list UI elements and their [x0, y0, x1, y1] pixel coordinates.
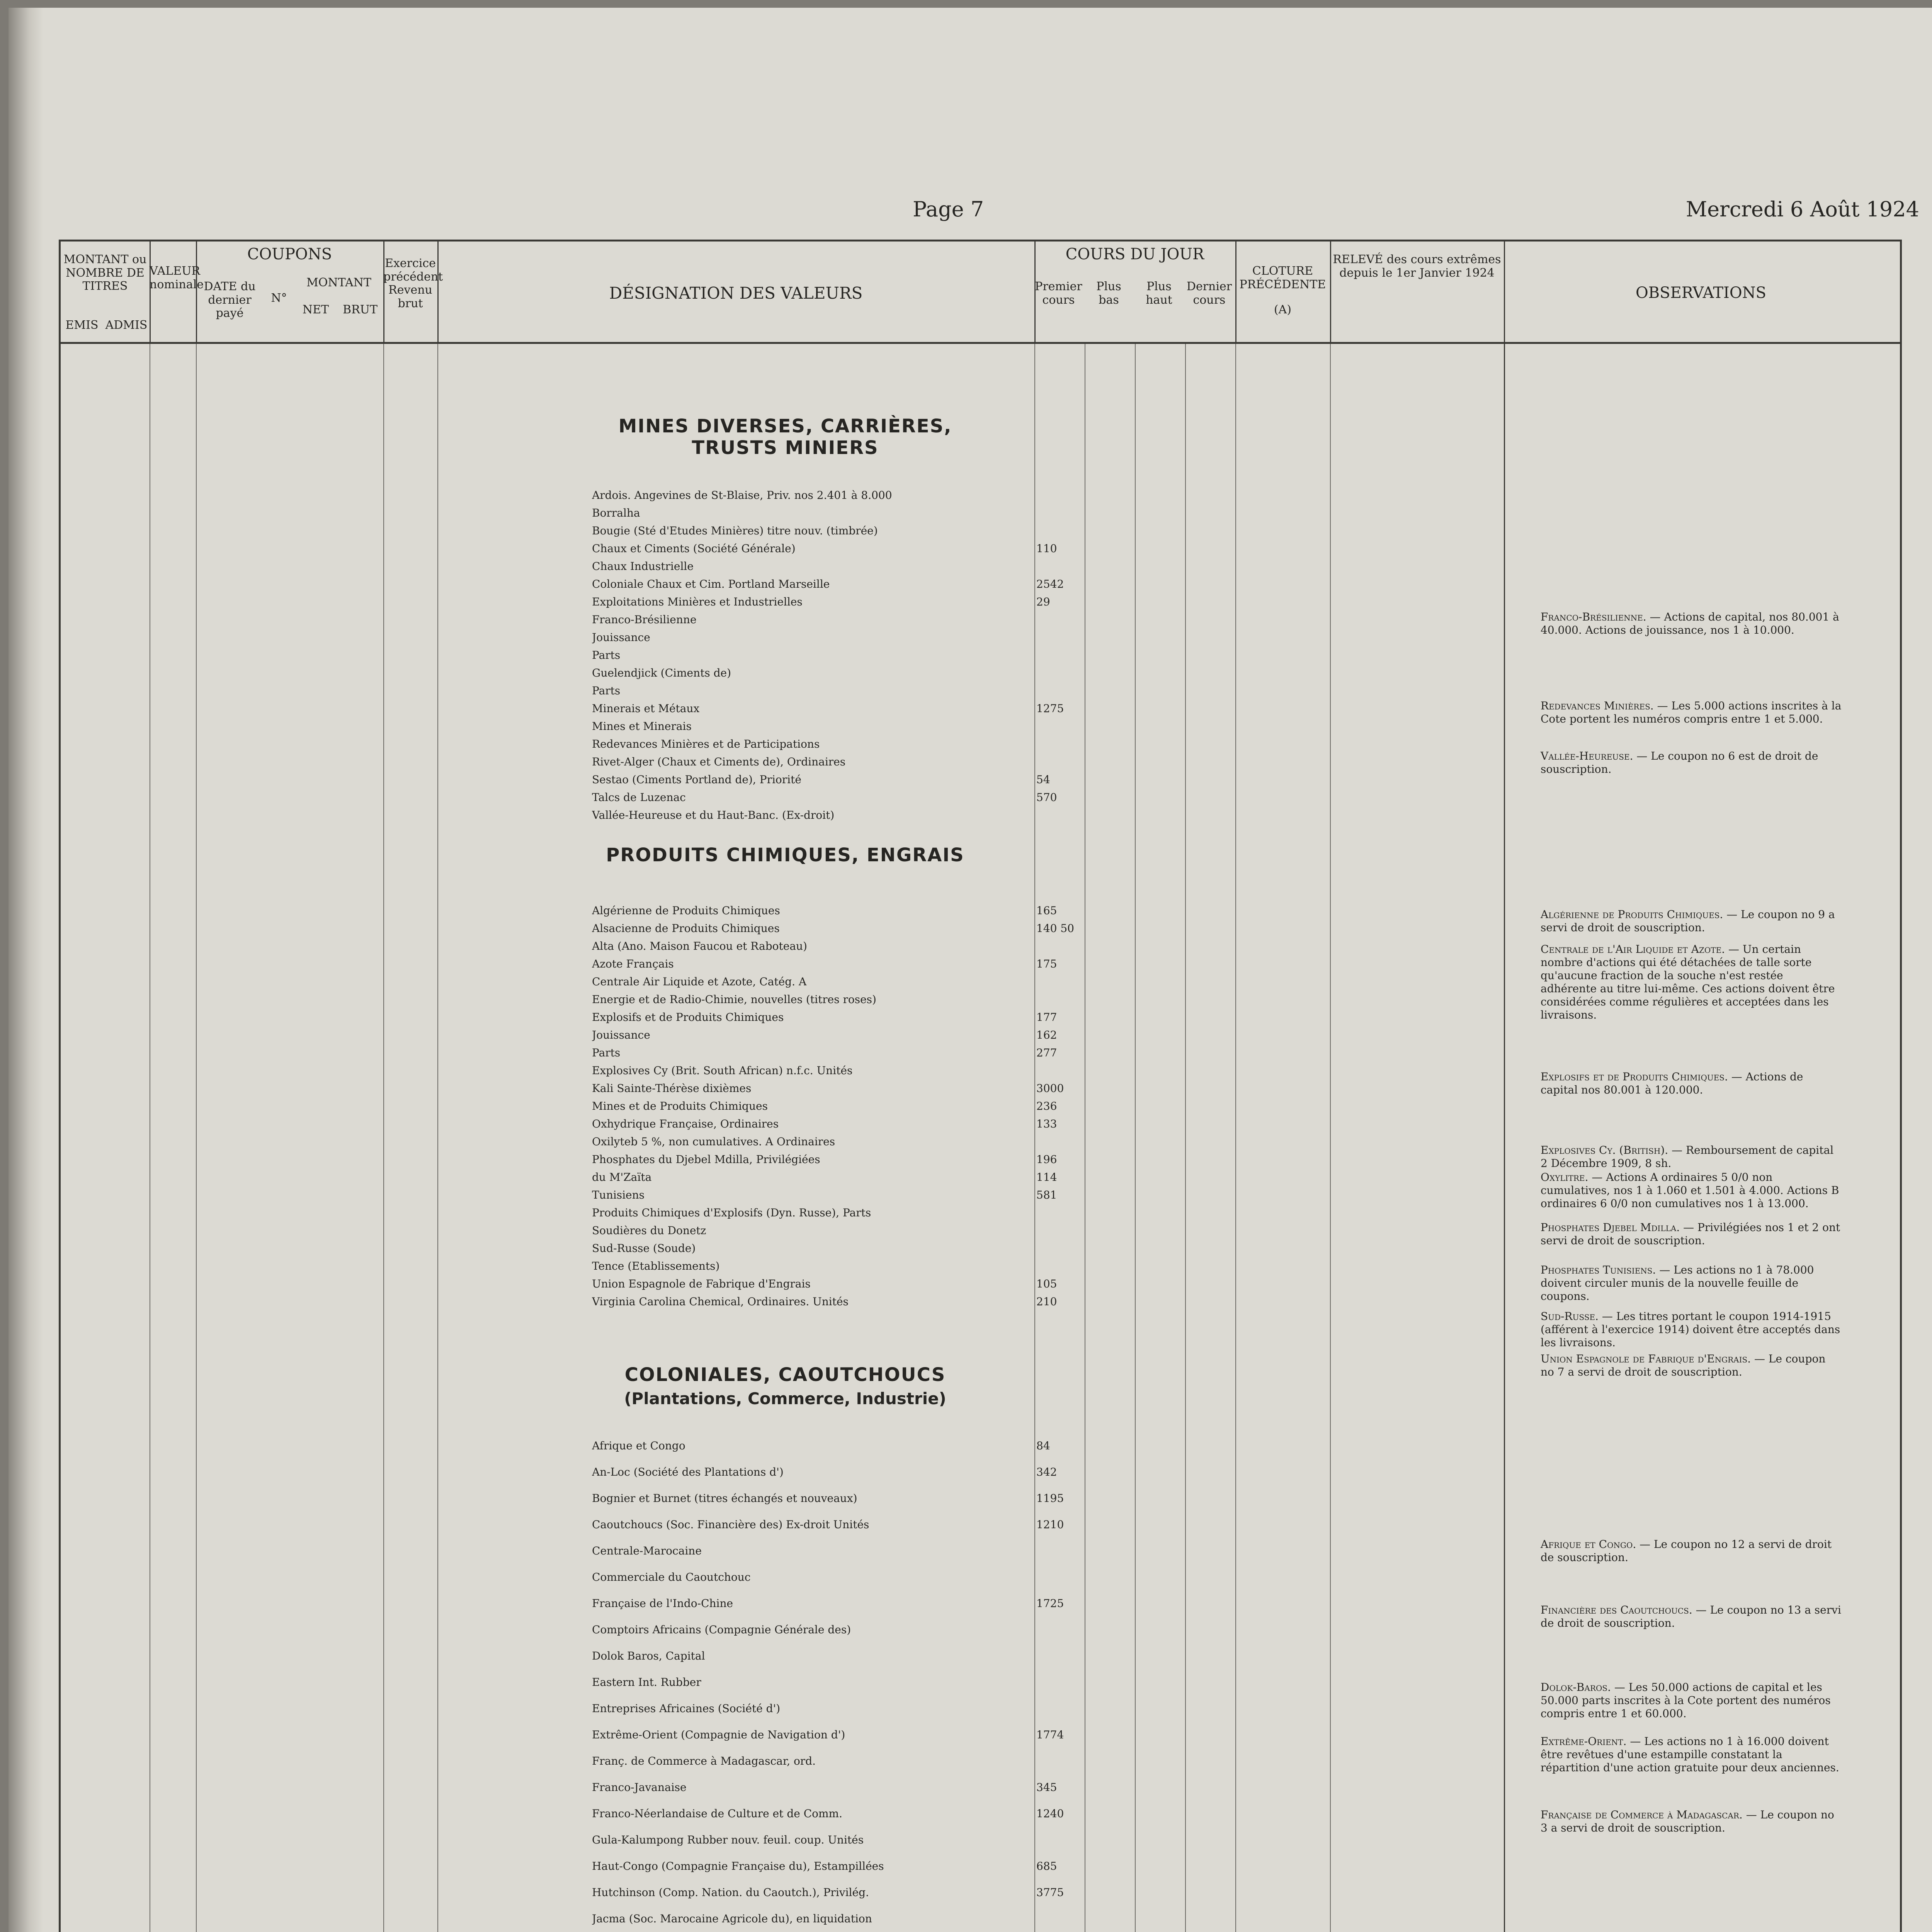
observation-text: — Le coupon no 3 a servi de droit de souscription.	[1541, 1808, 1834, 1834]
col-coupons: COUPONS DATE du dernier payé N° MONTANT NET BRUT	[196, 242, 384, 342]
observation-text: — Actions A ordinaires 5 0/0 non cumulatives, nos 1 à 1.060 et 1.501 à 4.000. Actions B ordinaires 6 0/0 non cumulatives nos 1 à 13.000.	[1541, 1171, 1839, 1210]
premier-cours-value: 1195	[1036, 1492, 1064, 1505]
security-name: Alta (Ano. Maison Faucou et Raboteau)	[592, 940, 807, 952]
premier-cours-value: 105	[1036, 1277, 1057, 1290]
issue-date: Mercredi 6 Août 1924	[1685, 197, 1919, 221]
listing-row	[9, 1466, 1932, 1478]
observation-text: — Le coupon no 12 a servi de droit de souscription.	[1541, 1538, 1832, 1564]
observation-title: Centrale de l'Air Liquide et Azote.	[1541, 943, 1729, 956]
observation-note	[1541, 1070, 1842, 1097]
premier-cours-value: 3775	[1036, 1886, 1064, 1899]
listing-row	[9, 1029, 1932, 1041]
security-name: Parts	[592, 1046, 621, 1059]
observation-text: — Les titres portant le coupon 1914-1915 (afférent à l'exercice 1914) doivent être acceptés dans les livraisons.	[1541, 1310, 1840, 1349]
listing-row	[9, 507, 1932, 519]
security-name: Ardois. Angevines de St-Blaise, Priv. nos 2.401 à 8.000	[592, 489, 892, 502]
security-name: Haut-Congo (Compagnie Française du), Estampillées	[592, 1860, 884, 1872]
premier-cours-value: 175	[1036, 957, 1057, 970]
listing-row	[9, 1439, 1932, 1452]
security-name: Franco-Javanaise	[592, 1781, 687, 1794]
observation-title: Explosifs et de Produits Chimiques.	[1541, 1070, 1731, 1083]
observation-note	[1541, 750, 1842, 776]
observation-title: Franco-Brésilienne.	[1541, 611, 1650, 623]
premier-cours-value: 570	[1036, 791, 1057, 804]
premier-cours-value: 1725	[1036, 1597, 1064, 1610]
security-name: Explosives Cy (Brit. South African) n.f.c. Unités	[592, 1064, 853, 1077]
security-name: Exploitations Minières et Industrielles	[592, 595, 803, 608]
section-title: MINES DIVERSES, CARRIÈRES, TRUSTS MINIERS	[618, 415, 952, 459]
section-subtitle: (Plantations, Commerce, Industrie)	[624, 1389, 946, 1408]
col-releve: RELEVÉ des cours extrêmes depuis le 1er Janvier 1924	[1330, 242, 1505, 342]
premier-cours-value: 1774	[1036, 1728, 1064, 1741]
security-name: Sud-Russe (Soude)	[592, 1242, 696, 1255]
observation-text: — Les actions no 1 à 78.000 doivent circuler munis de la nouvelle feuille de coupons.	[1541, 1264, 1814, 1303]
observation-note	[1541, 1808, 1842, 1835]
security-name: Alsacienne de Produits Chimiques	[592, 922, 780, 935]
premier-cours-value: 177	[1036, 1011, 1057, 1024]
security-name: Franç. de Commerce à Madagascar, ord.	[592, 1755, 816, 1767]
observation-title: Sud-Russe.	[1541, 1310, 1602, 1323]
premier-cours-value: 342	[1036, 1466, 1057, 1478]
listing-row	[9, 1117, 1932, 1130]
premier-cours-value: 114	[1036, 1171, 1057, 1184]
observation-title: Phosphates Tunisiens.	[1541, 1264, 1660, 1276]
observation-text: — Les 5.000 actions inscrites à la Cote portent les numéros compris entre 1 et 5.000.	[1541, 699, 1842, 725]
security-name: Tence (Etablissements)	[592, 1260, 720, 1272]
listing-row	[9, 1781, 1932, 1794]
listing-row	[9, 524, 1932, 537]
premier-cours-value: 165	[1036, 904, 1057, 917]
security-name: Française de l'Indo-Chine	[592, 1597, 733, 1610]
security-name: Rivet-Alger (Chaux et Ciments de), Ordinaires	[592, 755, 846, 768]
premier-cours-value: 210	[1036, 1295, 1057, 1308]
security-name: Guelendjick (Ciments de)	[592, 667, 731, 679]
observation-text: — Remboursement de capital 2 Décembre 1909, 8 sh.	[1541, 1144, 1834, 1170]
listing-row	[9, 489, 1932, 502]
table-header	[61, 242, 1900, 344]
premier-cours-value: 236	[1036, 1100, 1057, 1112]
premier-cours-value: 685	[1036, 1860, 1057, 1872]
security-name: Hutchinson (Comp. Nation. du Caoutch.), Privilég.	[592, 1886, 869, 1899]
listing-row	[9, 1886, 1932, 1899]
security-name: Sestao (Ciments Portland de), Priorité	[592, 773, 801, 786]
listing-row	[9, 1650, 1932, 1662]
premier-cours-value: 1210	[1036, 1518, 1064, 1531]
security-name: Jouissance	[592, 631, 650, 644]
col-cours-du-jour: COURS DU JOUR Premier cours Plus bas Plus haut Dernier cours	[1034, 242, 1236, 342]
premier-cours-value: 140 50	[1036, 922, 1074, 935]
observation-title: Algérienne de Produits Chimiques.	[1541, 908, 1727, 921]
observation-text: — Actions de capital, nos 80.001 à 40.000. Actions de jouissance, nos 1 à 10.000.	[1541, 611, 1839, 636]
observation-text: — Un certain nombre d'actions qui été détachées de talle sorte qu'aucune fraction de la souche n'est restée adhérente au titre lui-même. Ces actions doivent être considérées comme régulières et acceptées dans les livraisons.	[1541, 943, 1835, 1021]
premier-cours-value: 110	[1036, 542, 1057, 555]
security-name: Minerais et Métaux	[592, 702, 700, 715]
listing-row	[9, 1492, 1932, 1505]
observation-title: Extrême-Orient.	[1541, 1735, 1630, 1748]
security-name: Chaux Industrielle	[592, 560, 694, 573]
premier-cours-value: 162	[1036, 1029, 1057, 1041]
security-name: Extrême-Orient (Compagnie de Navigation d')	[592, 1728, 845, 1741]
security-name: Commerciale du Caoutchouc	[592, 1571, 751, 1583]
observation-note	[1541, 1604, 1842, 1630]
section-title: COLONIALES, CAOUTCHOUCS	[624, 1364, 946, 1386]
listing-row	[9, 560, 1932, 573]
security-name: Franco-Brésilienne	[592, 613, 697, 626]
premier-cours-value: 2542	[1036, 578, 1064, 590]
observation-text: — Actions de capital nos 80.001 à 120.000.	[1541, 1070, 1803, 1096]
premier-cours-value: 1240	[1036, 1807, 1064, 1820]
observation-title: Vallée-Heureuse.	[1541, 750, 1637, 762]
listing-row	[9, 1860, 1932, 1872]
observation-note	[1541, 1538, 1842, 1564]
security-name: Jacma (Soc. Marocaine Agricole du), en liquidation	[592, 1912, 872, 1925]
col-cloture: CLOTURE PRÉCÉDENTE (A)	[1235, 242, 1331, 342]
observation-title: Afrique et Congo.	[1541, 1538, 1640, 1551]
security-name: Chaux et Ciments (Société Générale)	[592, 542, 796, 555]
security-name: Mines et de Produits Chimiques	[592, 1100, 768, 1112]
premier-cours-value: 29	[1036, 595, 1050, 608]
observation-note	[1541, 1144, 1842, 1170]
security-name: Centrale-Marocaine	[592, 1544, 702, 1557]
observation-note	[1541, 908, 1842, 934]
security-name: Parts	[592, 684, 621, 697]
listing-row	[9, 1100, 1932, 1112]
listing-row	[9, 1571, 1932, 1583]
observation-text: — Le coupon no 13 a servi de droit de souscription.	[1541, 1604, 1841, 1629]
section-title: PRODUITS CHIMIQUES, ENGRAIS	[606, 844, 964, 866]
listing-row	[9, 791, 1932, 804]
observation-note	[1541, 1264, 1842, 1303]
observation-note	[1541, 1735, 1842, 1774]
col-exercice: Exercice précédent Revenu brut	[383, 242, 439, 342]
premier-cours-value: 54	[1036, 773, 1050, 786]
premier-cours-value: 196	[1036, 1153, 1057, 1166]
security-name: Kali Sainte-Thérèse dixièmes	[592, 1082, 752, 1095]
security-name: Vallée-Heureuse et du Haut-Banc. (Ex-droit)	[592, 809, 835, 821]
security-name: Centrale Air Liquide et Azote, Catég. A	[592, 975, 807, 988]
listing-row	[9, 809, 1932, 821]
col-montant: MONTANT ou NOMBRE DE TITRES EMIS ADMIS	[61, 242, 151, 342]
security-name: Oxilyteb 5 %, non cumulatives. A Ordinaires	[592, 1135, 835, 1148]
premier-cours-value: 133	[1036, 1117, 1057, 1130]
col-valeur: VALEUR nominale	[150, 242, 197, 342]
observation-title: Union Espagnole de Fabrique d'Engrais.	[1541, 1352, 1755, 1365]
observation-note	[1541, 943, 1842, 1022]
observation-note	[1541, 1171, 1842, 1210]
observation-title: Explosives Cy. (British).	[1541, 1144, 1672, 1156]
security-name: Soudières du Donetz	[592, 1224, 706, 1237]
security-name: Caoutchoucs (Soc. Financière des) Ex-droit Unités	[592, 1518, 869, 1531]
security-name: Dolok Baros, Capital	[592, 1650, 705, 1662]
listing-row	[9, 684, 1932, 697]
premier-cours-value: 345	[1036, 1781, 1057, 1794]
listing-row	[9, 595, 1932, 608]
security-name: Azote Français	[592, 957, 674, 970]
observation-note	[1541, 1352, 1842, 1379]
security-name: Coloniale Chaux et Cim. Portland Marseille	[592, 578, 830, 590]
security-name: Mines et Minerais	[592, 720, 692, 733]
security-name: Entreprises Africaines (Société d')	[592, 1702, 781, 1715]
listing-row	[9, 1518, 1932, 1531]
observation-text: — Les 50.000 actions de capital et les 50.000 parts inscrites à la Cote portent des numéros compris entre 1 et 60.000.	[1541, 1681, 1831, 1720]
observation-text: — Le coupon no 9 a servi de droit de souscription.	[1541, 908, 1835, 934]
security-name: Redevances Minières et de Participations	[592, 738, 820, 750]
premier-cours-value: 1275	[1036, 702, 1064, 715]
listing-row	[9, 542, 1932, 555]
observation-title: Française de Commerce à Madagascar.	[1541, 1808, 1746, 1821]
premier-cours-value: 277	[1036, 1046, 1057, 1059]
premier-cours-value: 84	[1036, 1439, 1050, 1452]
security-name: Parts	[592, 649, 621, 662]
listing-row	[9, 667, 1932, 679]
observation-note	[1541, 1681, 1842, 1720]
observation-title: Redevances Minières.	[1541, 699, 1657, 712]
security-name: Energie et de Radio-Chimie, nouvelles (titres roses)	[592, 993, 876, 1006]
observation-text: — Privilégiées nos 1 et 2 ont servi de droit de souscription.	[1541, 1221, 1840, 1247]
security-name: Comptoirs Africains (Compagnie Générale des)	[592, 1623, 851, 1636]
security-name: Afrique et Congo	[592, 1439, 685, 1452]
security-name: Gula-Kalumpong Rubber nouv. feuil. coup. Unités	[592, 1833, 864, 1846]
security-name: Oxhydrique Française, Ordinaires	[592, 1117, 779, 1130]
premier-cours-value: 581	[1036, 1189, 1057, 1201]
security-name: Produits Chimiques d'Explosifs (Dyn. Russe), Parts	[592, 1206, 871, 1219]
security-name: Talcs de Luzenac	[592, 791, 686, 804]
security-name: Phosphates du Djebel Mdilla, Privilégiées	[592, 1153, 820, 1166]
security-name: Bougie (Sté d'Etudes Minières) titre nouv. (timbrée)	[592, 524, 878, 537]
security-name: Bognier et Burnet (titres échangés et nouveaux)	[592, 1492, 857, 1505]
observation-note	[1541, 611, 1842, 637]
observation-note	[1541, 1310, 1842, 1349]
observation-title: Financière des Caoutchoucs.	[1541, 1604, 1696, 1616]
premier-cours-value: 3000	[1036, 1082, 1064, 1095]
observation-title: Phosphates Djebel Mdilla.	[1541, 1221, 1684, 1234]
security-name: Explosifs et de Produits Chimiques	[592, 1011, 784, 1024]
col-observations: OBSERVATIONS	[1635, 284, 1767, 302]
security-name: Virginia Carolina Chemical, Ordinaires. Unités	[592, 1295, 849, 1308]
listing-row	[9, 1912, 1932, 1925]
security-name: Franco-Néerlandaise de Culture et de Comm.	[592, 1807, 843, 1820]
observation-text: — Le coupon no 7 a servi de droit de souscription.	[1541, 1352, 1826, 1378]
observation-note	[1541, 1221, 1842, 1247]
security-name: du M'Zaïta	[592, 1171, 652, 1184]
security-name: Tunisiens	[592, 1189, 645, 1201]
security-name: Jouissance	[592, 1029, 650, 1041]
observation-text: — Les actions no 1 à 16.000 doivent être revêtues d'une estampille constatant la répartition d'une action gratuite pour deux anciennes.	[1541, 1735, 1839, 1774]
security-name: Union Espagnole de Fabrique d'Engrais	[592, 1277, 811, 1290]
security-name: Eastern Int. Rubber	[592, 1676, 701, 1689]
security-name: An-Loc (Société des Plantations d')	[592, 1466, 784, 1478]
security-name: Borralha	[592, 507, 640, 519]
col-designation: DÉSIGNATION DES VALEURS	[437, 242, 1036, 342]
page-header	[63, 193, 1919, 228]
listing-row	[9, 649, 1932, 662]
listing-row	[9, 1046, 1932, 1059]
observation-note	[1541, 699, 1842, 726]
observation-title: Oxylitre.	[1541, 1171, 1592, 1184]
listing-row	[9, 578, 1932, 590]
security-name: Algérienne de Produits Chimiques	[592, 904, 780, 917]
observation-text: — Le coupon no 6 est de droit de souscription.	[1541, 750, 1818, 776]
listing-row	[9, 1833, 1932, 1846]
listing-row	[9, 738, 1932, 750]
newspaper-page	[9, 8, 1932, 1932]
observation-title: Dolok-Baros.	[1541, 1681, 1614, 1694]
page-number: Page 7	[913, 197, 984, 221]
